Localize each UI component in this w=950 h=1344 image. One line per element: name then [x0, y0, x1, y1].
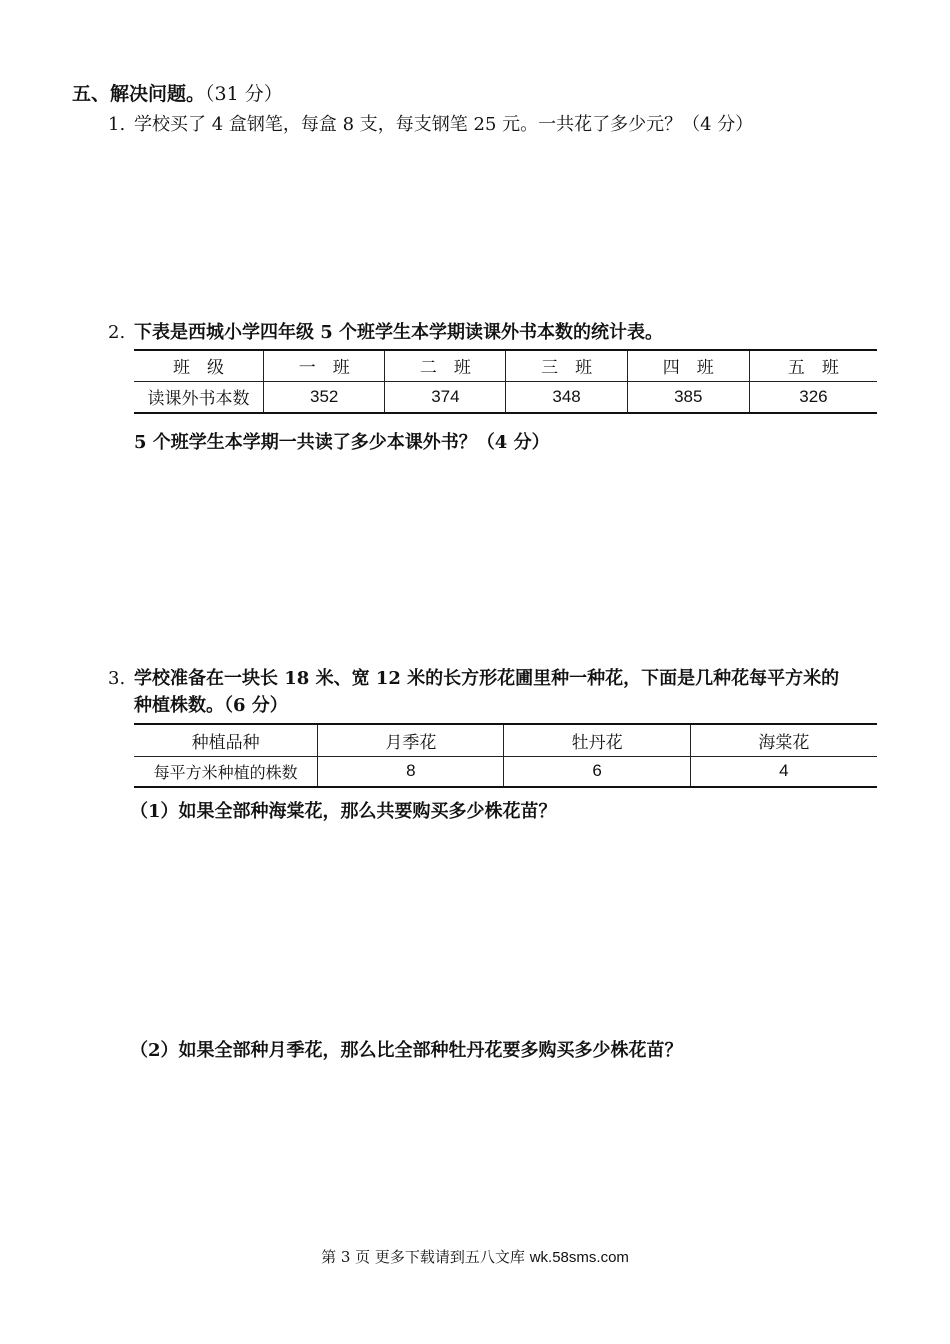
table-cell-value: 385 [627, 381, 749, 413]
question-3-sub-2: （2）如果全部种月季花，那么比全部种牡丹花要多购买多少株花苗？ [130, 1040, 683, 1061]
table-cell-class: 四 班 [627, 350, 749, 381]
table-row [134, 350, 877, 381]
question-3-text-1: 学校准备在一块长 18 米、宽 12 米的长方形花圃里种一种花，下面是几种花每平方米的 [134, 668, 840, 689]
question-3-line-1 [108, 664, 839, 690]
table-cell-value: 352 [264, 381, 385, 413]
question-3-sub-1: （1）如果全部种海棠花，那么共要购买多少株花苗？ [130, 801, 557, 822]
table-row-header: 每平方米种植的株数 [134, 756, 318, 787]
page-footer [0, 1246, 950, 1267]
table-cell-value: 374 [385, 381, 506, 413]
table-row [134, 756, 877, 787]
table-row-header: 班 级 [134, 350, 264, 381]
question-1-number: 1. [108, 114, 126, 135]
table-cell-value: 4 [690, 756, 877, 787]
question-3-line-2: 种植株数。（6 分） [134, 695, 288, 716]
section-points: （31 分） [205, 83, 283, 105]
question-1-text: 学校买了 4 盒钢笔，每盒 8 支，每支钢笔 25 元。一共花了多少元？（4 分） [134, 114, 754, 135]
footer-url: wk.58sms.com [529, 1249, 629, 1266]
table-cell-flower: 月季花 [318, 724, 504, 756]
question-2-number: 2. [108, 322, 126, 343]
question-2-intro: 下表是西城小学四年级 5 个班学生本学期读课外书本数的统计表。 [134, 322, 664, 343]
section-title-text: 五、解决问题。 [72, 83, 206, 105]
table-cell-value: 326 [749, 381, 877, 413]
question-3-number: 3. [108, 668, 126, 689]
table-cell-class: 五 班 [749, 350, 877, 381]
table-row-header: 种植品种 [134, 724, 318, 756]
table-row [134, 724, 877, 756]
table-row [134, 381, 877, 413]
question-2-ask: 5 个班学生本学期一共读了多少本课外书？（4 分） [134, 432, 550, 453]
table-cell-value: 8 [318, 756, 504, 787]
table-cell-class: 三 班 [506, 350, 627, 381]
planting-table [134, 723, 877, 788]
question-1 [108, 110, 753, 136]
reading-stats-table [134, 349, 877, 414]
section-title [72, 79, 283, 106]
table-cell-flower: 海棠花 [690, 724, 877, 756]
table-cell-value: 6 [504, 756, 690, 787]
table-cell-value: 348 [506, 381, 627, 413]
footer-page-text: 第 3 页 更多下载请到五八文库 [321, 1248, 525, 1266]
question-2 [108, 318, 663, 344]
table-cell-flower: 牡丹花 [504, 724, 690, 756]
table-cell-class: 二 班 [385, 350, 506, 381]
table-row-header: 读课外书本数 [134, 381, 264, 413]
table-cell-class: 一 班 [264, 350, 385, 381]
